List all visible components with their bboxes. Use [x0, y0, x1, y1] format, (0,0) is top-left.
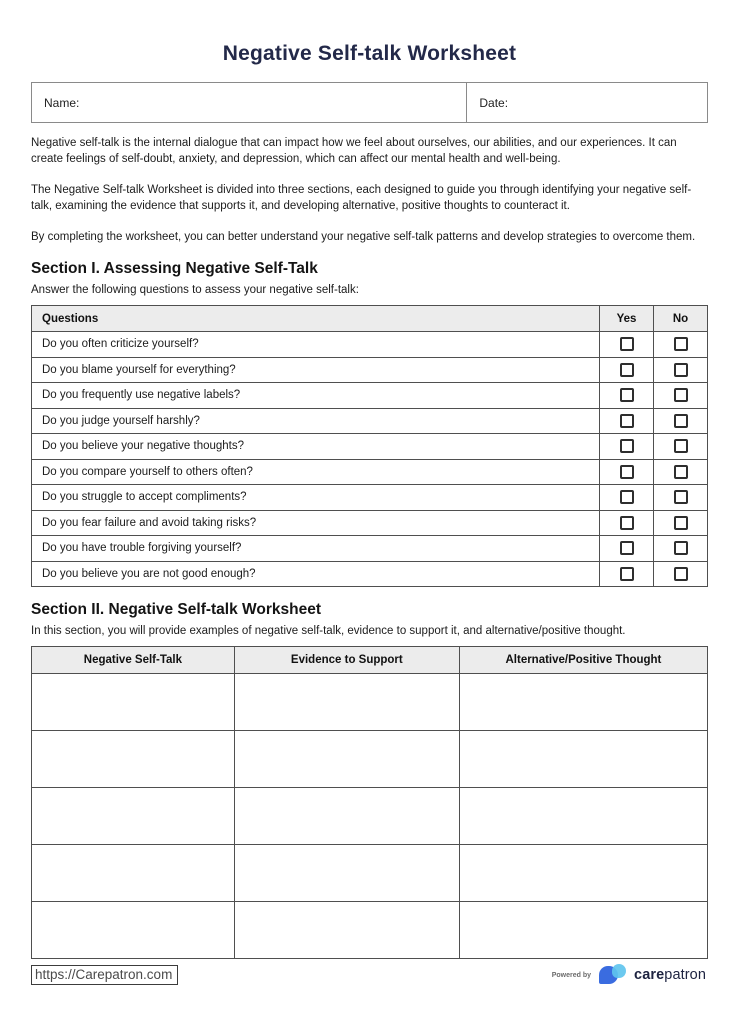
name-field[interactable]	[32, 83, 467, 122]
question-text: Do you believe your negative thoughts?	[32, 434, 600, 460]
no-checkbox[interactable]	[674, 439, 688, 453]
question-text: Do you compare yourself to others often?	[32, 459, 600, 485]
question-row	[32, 459, 708, 485]
alternative-thought-cell[interactable]	[459, 902, 707, 959]
no-checkbox[interactable]	[674, 516, 688, 530]
negative-self-talk-cell[interactable]	[32, 788, 235, 845]
no-cell	[654, 408, 708, 434]
section1-instruction: Answer the following questions to assess your negative self-talk:	[31, 284, 359, 296]
yes-checkbox[interactable]	[620, 337, 634, 351]
evidence-cell[interactable]	[234, 788, 459, 845]
no-checkbox[interactable]	[674, 465, 688, 479]
yes-checkbox[interactable]	[620, 516, 634, 530]
alternative-thought-cell[interactable]	[459, 731, 707, 788]
question-text: Do you believe you are not good enough?	[32, 561, 600, 587]
worksheet-row	[32, 674, 708, 731]
yes-checkbox[interactable]	[620, 490, 634, 504]
no-column-header: No	[654, 306, 708, 332]
question-text: Do you frequently use negative labels?	[32, 383, 600, 409]
negative-self-talk-cell[interactable]	[32, 902, 235, 959]
evidence-cell[interactable]	[234, 845, 459, 902]
no-checkbox[interactable]	[674, 490, 688, 504]
section1-heading: Section I. Assessing Negative Self-Talk	[31, 260, 318, 277]
worksheet-table-header	[32, 647, 708, 674]
yes-cell	[600, 536, 654, 562]
powered-by-label: Powered by	[551, 971, 592, 979]
negative-self-talk-cell[interactable]	[32, 845, 235, 902]
intro-paragraph-1: Negative self-talk is the internal dialogue that can impact how we feel about ourselves, our abilities, and our experiences. It can create feelings of self-doubt, anxiety, and depression, which can affect our mental health and well-being.	[31, 137, 677, 165]
brand-bold: care	[634, 967, 665, 983]
intro-paragraph-3: By completing the worksheet, you can better understand your negative self-talk patterns and develop strategies to overcome them.	[31, 231, 696, 243]
yes-checkbox[interactable]	[620, 414, 634, 428]
no-cell	[654, 434, 708, 460]
negative-self-talk-column-header: Negative Self-Talk	[32, 647, 235, 674]
worksheet-row	[32, 731, 708, 788]
worksheet-row	[32, 845, 708, 902]
date-label: Date:	[479, 95, 509, 110]
worksheet-table	[31, 646, 708, 959]
no-checkbox[interactable]	[674, 337, 688, 351]
question-row	[32, 408, 708, 434]
yes-checkbox[interactable]	[620, 388, 634, 402]
alternative-thought-column-header: Alternative/Positive Thought	[459, 647, 707, 674]
question-text: Do you have trouble forgiving yourself?	[32, 536, 600, 562]
yes-cell	[600, 408, 654, 434]
no-cell	[654, 383, 708, 409]
alternative-thought-cell[interactable]	[459, 788, 707, 845]
yes-cell	[600, 383, 654, 409]
no-checkbox[interactable]	[674, 414, 688, 428]
assessment-table	[31, 305, 708, 587]
yes-cell	[600, 357, 654, 383]
powered-by-block	[552, 964, 708, 986]
alternative-thought-cell[interactable]	[459, 674, 707, 731]
carepatron-wordmark	[634, 967, 706, 983]
no-checkbox[interactable]	[674, 388, 688, 402]
question-row	[32, 561, 708, 587]
evidence-cell[interactable]	[234, 674, 459, 731]
no-checkbox[interactable]	[674, 541, 688, 555]
yes-cell	[600, 561, 654, 587]
date-field[interactable]	[467, 83, 707, 122]
carepatron-logo-icon	[599, 964, 629, 986]
question-text: Do you struggle to accept compliments?	[32, 485, 600, 511]
yes-cell	[600, 332, 654, 358]
brand-regular: patron	[664, 967, 706, 983]
no-cell	[654, 332, 708, 358]
no-cell	[654, 459, 708, 485]
question-text: Do you fear failure and avoid taking risks?	[32, 510, 600, 536]
question-text: Do you judge yourself harshly?	[32, 408, 600, 434]
page-title: Negative Self-talk Worksheet	[222, 42, 517, 65]
no-cell	[654, 485, 708, 511]
footer	[31, 964, 708, 986]
yes-checkbox[interactable]	[620, 567, 634, 581]
evidence-column-header: Evidence to Support	[234, 647, 459, 674]
questions-column-header: Questions	[32, 306, 600, 332]
evidence-cell[interactable]	[234, 731, 459, 788]
question-text: Do you blame yourself for everything?	[32, 357, 600, 383]
no-cell	[654, 357, 708, 383]
name-label: Name:	[44, 95, 80, 110]
worksheet-row	[32, 788, 708, 845]
carepatron-link[interactable]: https://Carepatron.com	[31, 965, 178, 985]
no-checkbox[interactable]	[674, 567, 688, 581]
yes-checkbox[interactable]	[620, 465, 634, 479]
worksheet-row	[32, 902, 708, 959]
yes-cell	[600, 459, 654, 485]
name-date-box	[31, 82, 708, 123]
evidence-cell[interactable]	[234, 902, 459, 959]
section2-instruction: In this section, you will provide examples of negative self-talk, evidence to support it, and alternative/positive thought.	[31, 625, 626, 637]
question-row	[32, 434, 708, 460]
question-row	[32, 510, 708, 536]
yes-checkbox[interactable]	[620, 541, 634, 555]
negative-self-talk-cell[interactable]	[32, 731, 235, 788]
question-row	[32, 536, 708, 562]
yes-cell	[600, 510, 654, 536]
yes-checkbox[interactable]	[620, 439, 634, 453]
question-row	[32, 383, 708, 409]
no-cell	[654, 536, 708, 562]
yes-checkbox[interactable]	[620, 363, 634, 377]
negative-self-talk-cell[interactable]	[32, 674, 235, 731]
yes-column-header: Yes	[600, 306, 654, 332]
yes-cell	[600, 485, 654, 511]
logo-bubble-light	[612, 964, 626, 978]
no-cell	[654, 510, 708, 536]
question-text: Do you often criticize yourself?	[32, 332, 600, 358]
no-checkbox[interactable]	[674, 363, 688, 377]
alternative-thought-cell[interactable]	[459, 845, 707, 902]
worksheet-table-body	[32, 674, 708, 959]
intro-paragraph-2: The Negative Self-talk Worksheet is divided into three sections, each designed to guide you through identifying your negative self-talk, examining the evidence that supports it, and developing alternative, positive thoughts to counteract it.	[31, 184, 692, 212]
yes-cell	[600, 434, 654, 460]
question-row	[32, 357, 708, 383]
question-row	[32, 332, 708, 358]
assessment-table-header	[32, 306, 708, 332]
question-row	[32, 485, 708, 511]
section2-heading: Section II. Negative Self-talk Worksheet	[31, 601, 321, 618]
no-cell	[654, 561, 708, 587]
assessment-table-body	[32, 332, 708, 587]
